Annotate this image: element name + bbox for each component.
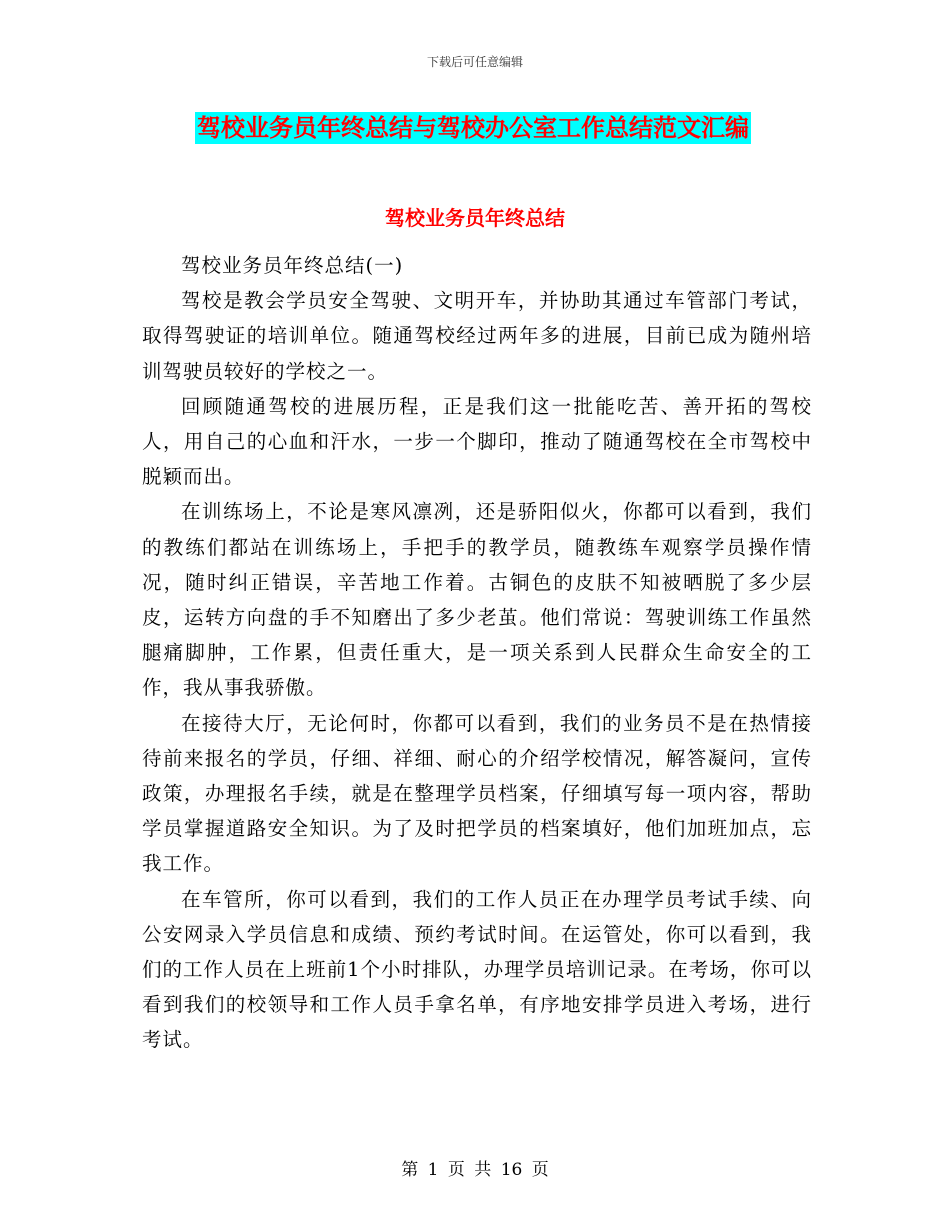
paragraph: 在训练场上，不论是寒风凛冽，还是骄阳似火，你都可以看到，我们的教练们都站在训练场上，手把手的教学员，随教练车观察学员操作情况，随时纠正错误，辛苦地工作着。古铜色的皮肤不知被晒脱了多少层皮，运转方向盘的手不知磨出了多少老茧。他们常说：驾驶训练工作虽然腿痛脚肿，工作累，但责任重大，是一项关系到人民群众生命安全的工作，我从事我骄傲。 bbox=[142, 500, 812, 700]
page-footer: 第 1 页 共 16 页 bbox=[401, 1160, 549, 1180]
document-body bbox=[142, 248, 812, 1058]
paragraph: 在车管所，你可以看到，我们的工作人员正在办理学员考试手续、向公安网录入学员信息和成绩、预约考试时间。在运管处，你可以看到，我们的工作人员在上班前1个小时排队，办理学员培训记录。在考场，你可以看到我们的校领导和工作人员手拿名单，有序地安排学员进入考场，进行考试。 bbox=[142, 887, 812, 1052]
header-note: 下载后可任意编辑 bbox=[426, 55, 523, 69]
paragraph-heading: 驾校业务员年终总结(一) bbox=[181, 254, 404, 277]
paragraph: 回顾随通驾校的进展历程，正是我们这一批能吃苦、善开拓的驾校人，用自己的心血和汗水，一步一个脚印，推动了随通驾校在全市驾校中脱颖而出。 bbox=[142, 394, 812, 489]
document-main-title: 驾校业务员年终总结与驾校办公室工作总结范文汇编 bbox=[197, 114, 749, 142]
paragraph: 驾校是教会学员安全驾驶、文明开车，并协助其通过车管部门考试，取得驾驶证的培训单位。随通驾校经过两年多的进展，目前已成为随州培训驾驶员较好的学校之一。 bbox=[142, 289, 812, 383]
section-title: 驾校业务员年终总结 bbox=[385, 206, 565, 230]
paragraph: 在接待大厅，无论何时，你都可以看到，我们的业务员不是在热情接待前来报名的学员，仔细、祥细、耐心的介绍学校情况，解答凝问，宣传政策，办理报名手续，就是在整理学员档案，仔细填写每一项内容，帮助学员掌握道路安全知识。为了及时把学员的档案填好，他们加班加点，忘我工作。 bbox=[142, 711, 812, 876]
